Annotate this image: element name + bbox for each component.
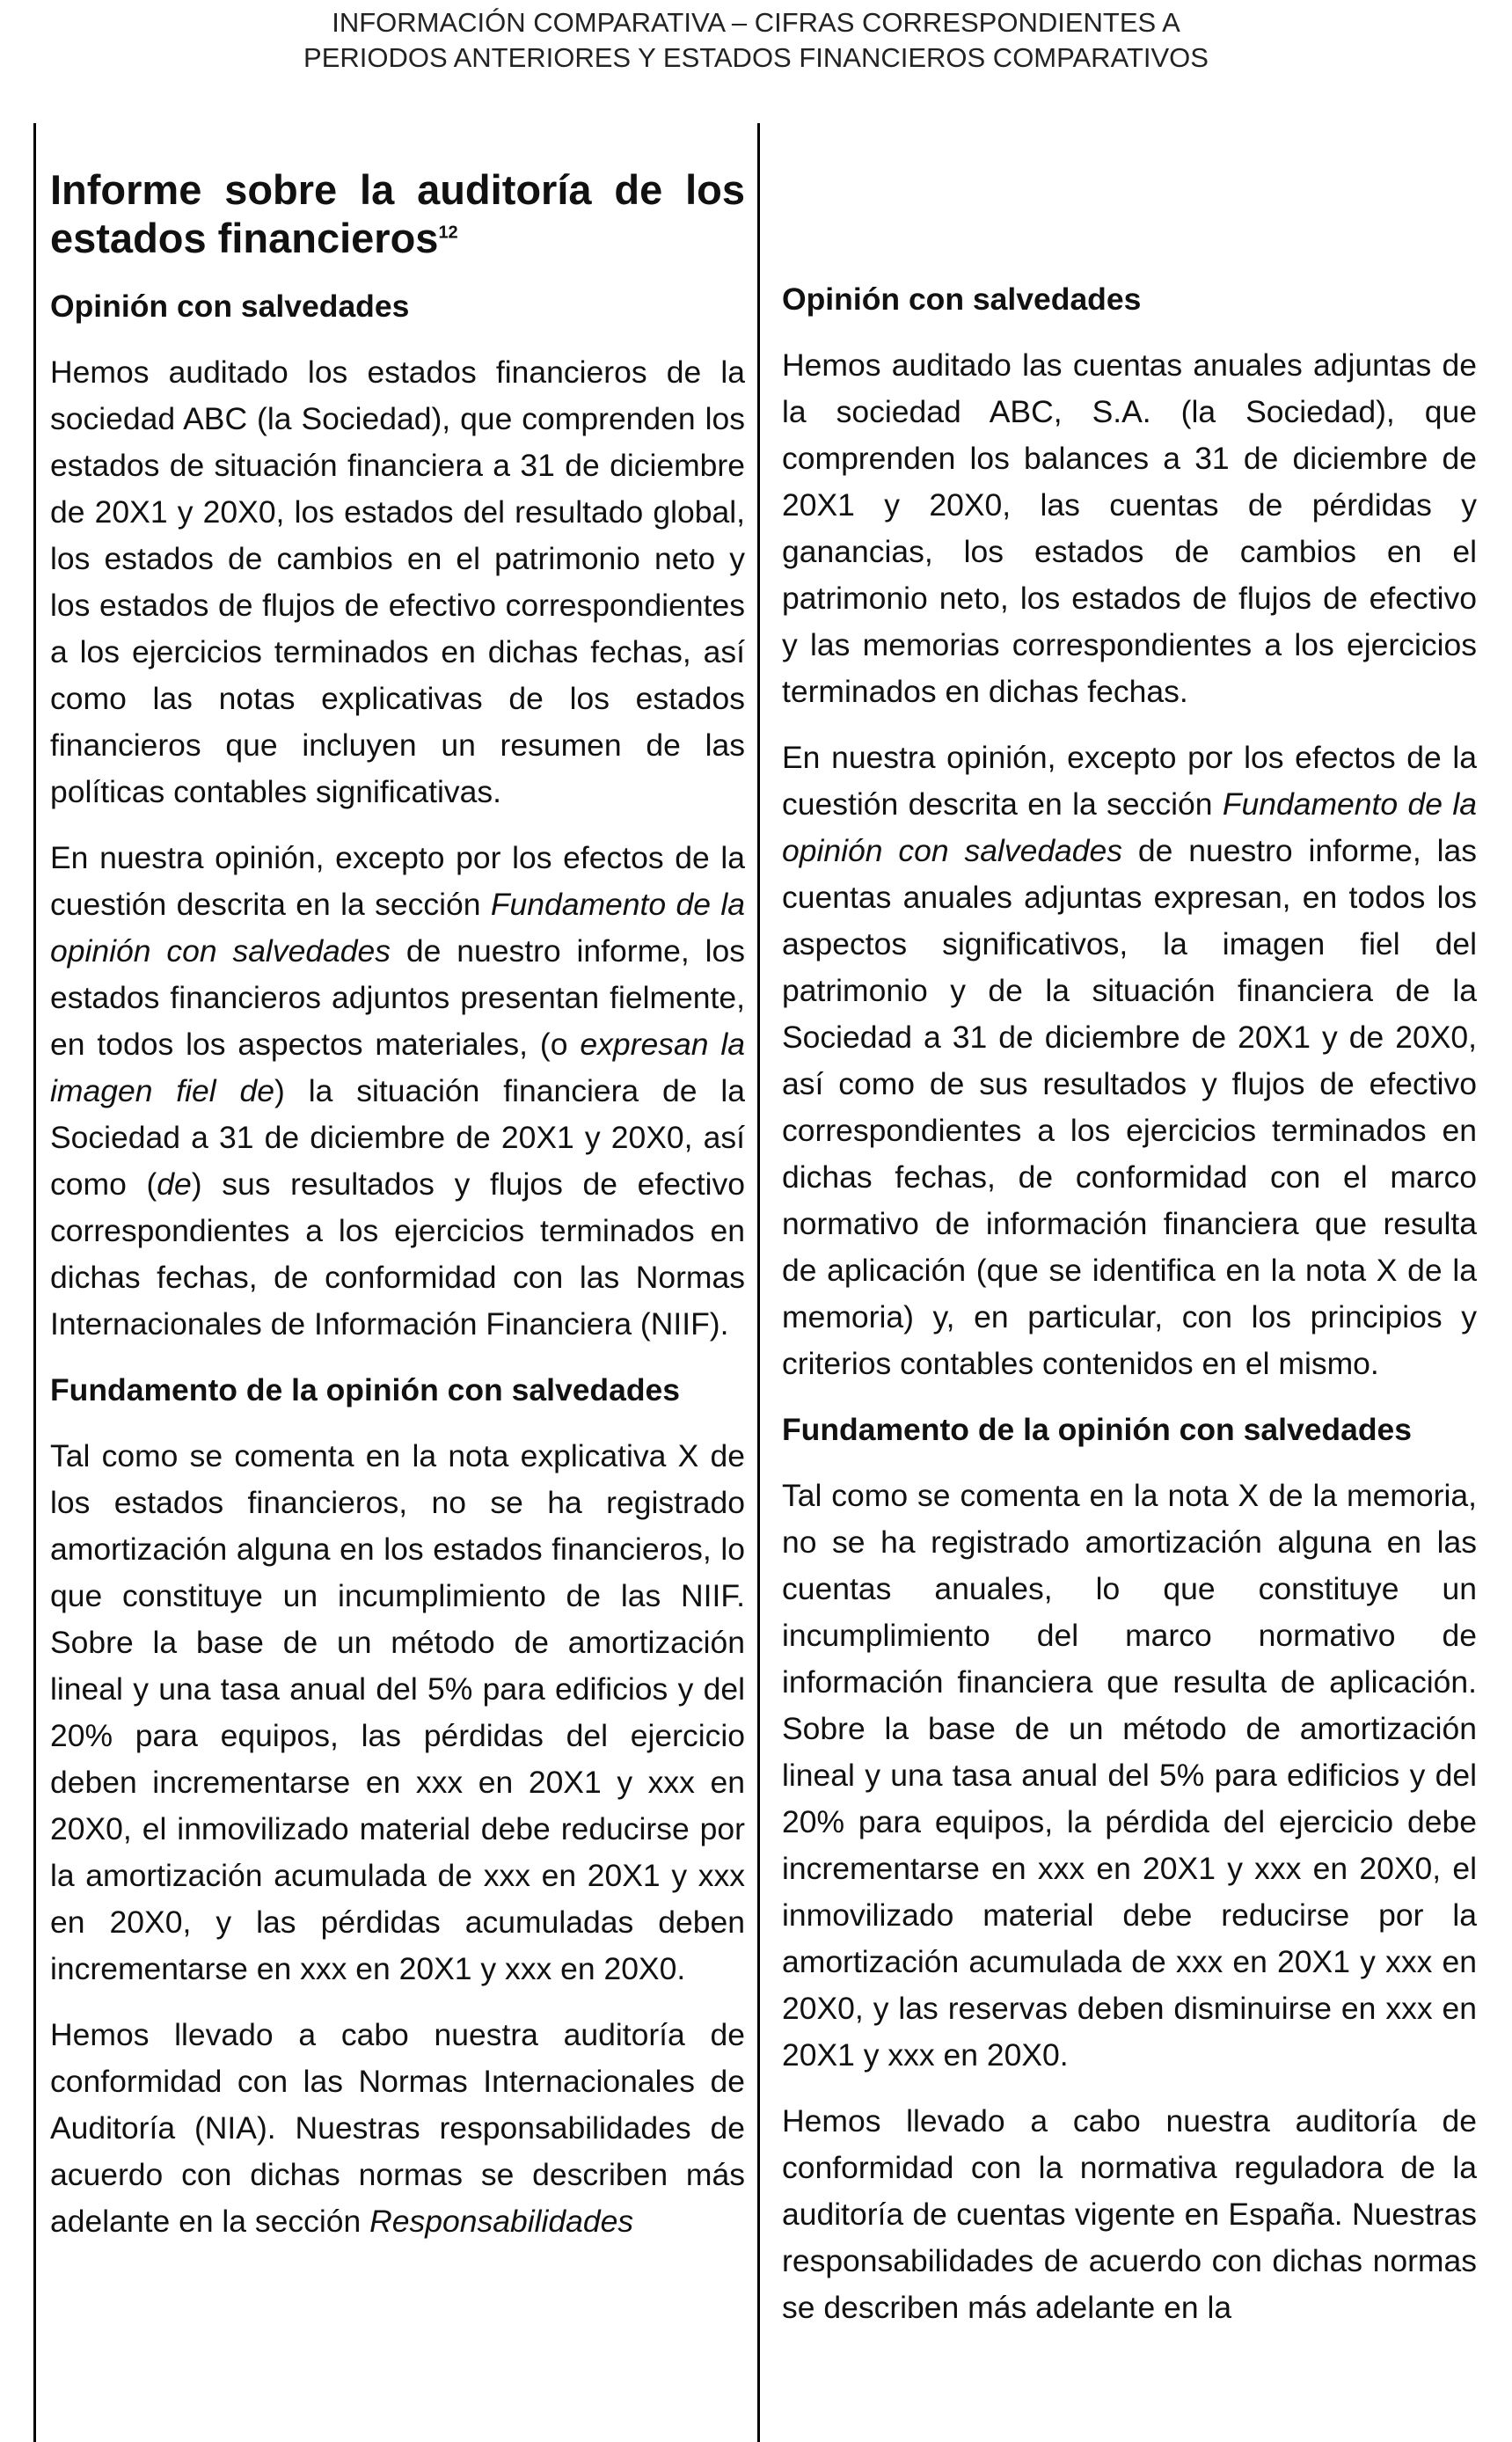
paragraph-audit-scope: Hemos auditado los estados financieros de la sociedad ABC (la Sociedad), que comprenden los estados de situación financiera a 31 de diciembre de 20X1 y 20X0, los estados del resultado global, los estados de cambios en el patrimonio neto y los estados de flujos de efectivo correspondientes a los ejercicios terminados en dichas fechas, así como las notas explicativas de los estados financieros que incluyen un resumen de las políticas contables significativas. [50,355,745,809]
heading-fundamento: Fundamento de la opinión con salvedades [50,1372,681,1407]
paragraph-audit-scope: Hemos auditado las cuentas anuales adjuntas de la sociedad ABC, S.A. (la Sociedad), que comprenden los balances a 31 de diciembre de 20X1 y 20X0, las cuentas de pérdidas y ganancias, los estados de cambios en el patrimonio neto, los estados de flujos de efectivo y las memorias correspondientes a los ejercicios terminados en dichas fechas. [782,347,1477,709]
column-divider-line [757,123,760,2442]
heading-fundamento: Fundamento de la opinión con salvedades [782,1412,1413,1447]
paragraph-opinion: En nuestra opinión, excepto por los efectos de la cuestión descrita en la sección Fundamento de la opinión con salvedades de nuestro informe, los estados financieros adjuntos presentan fielmente, en todos los aspectos materiales, (o expresan la imagen fiel de) la situación financiera de la Sociedad a 31 de diciembre de 20X1 y 20X0, así como (de) sus resultados y flujos de efectivo correspondientes a los ejercicios terminados en dichas fechas, de conformidad con las Normas Internacionales de Información Financiera (NIIF). [50,840,746,1342]
paragraph-standards: Hemos llevado a cabo nuestra auditoría de conformidad con la normativa reguladora de la auditoría de cuentas vigente en España. Nuestras responsabilidades de acuerdo con dichas normas se describen más adelante en la [782,2103,1477,2325]
footnote-ref: 12 [438,223,458,243]
heading-opinion: Opinión con salvedades [782,281,1142,317]
paragraph-standards: Hemos llevado a cabo nuestra auditoría de conformidad con las Normas Internacionales de Auditoría (NIA). Nuestras responsabilidades de acuerdo con dichas normas se describen más adelante en la sección Responsabilidades [50,2017,745,2239]
paragraph-fundamento: Tal como se comenta en la nota explicativa X de los estados financieros, no se ha registrado amortización alguna en los estados financieros, lo que constituye un incumplimiento de las NIIF. Sobre la base de un método de amortización lineal y una tasa anual del 5% para edificios y del 20% para equipos, las pérdidas del ejercicio deben incrementarse en xxx en 20X1 y xxx en 20X0, el inmovilizado material debe reducirse por la amortización acumulada de xxx en 20X1 y xxx en 20X0, y las pérdidas acumuladas deben incrementarse en xxx en 20X1 y xxx en 20X0. [50,1438,745,1986]
paragraph-opinion: En nuestra opinión, excepto por los efectos de la cuestión descrita en la sección Fundamento de la opinión con salvedades de nuestro informe, las cuentas anuales adjuntas expresan, en todos los aspectos significativos, la imagen fiel del patrimonio y de la situación financiera de la Sociedad a 31 de diciembre de 20X1 y de 20X0, así como de sus resultados y flujos de efectivo correspondientes a los ejercicios terminados en dichas fechas, de conformidad con el marco normativo de información financiera que resulta de aplicación (que se identifica en la nota X de la memoria) y, en particular, con los principios y criterios contables contenidos en el mismo. [782,740,1477,1381]
paragraph-fundamento: Tal como se comenta en la nota X de la memoria, no se ha registrado amortización alguna en las cuentas anuales, lo que constituye un incumplimiento del marco normativo de información financiera que resulta de aplicación. Sobre la base de un método de amortización lineal y una tasa anual del 5% para edificios y del 20% para equipos, la pérdida del ejercicio debe incrementarse en xxx en 20X1 y xxx en 20X0, el inmovilizado material debe reducirse por la amortización acumulada de xxx en 20X1 y xxx en 20X0, y las reservas deben disminuirse en xxx en 20X1 y xxx en 20X0. [782,1478,1477,2073]
right-column [782,123,1477,2331]
header-line-2: PERIODOS ANTERIORES Y ESTADOS FINANCIEROS COMPARATIVOS [303,42,1209,73]
heading-opinion: Opinión con salvedades [50,289,410,324]
section-title-text: Informe sobre la auditoría de los estados financieros [50,166,745,261]
section-title [50,165,745,262]
header-line-1: INFORMACIÓN COMPARATIVA – CIFRAS CORRESPONDIENTES A [332,7,1180,38]
page-header [0,5,1512,76]
left-border-line [33,123,36,2442]
left-column [50,123,745,2245]
